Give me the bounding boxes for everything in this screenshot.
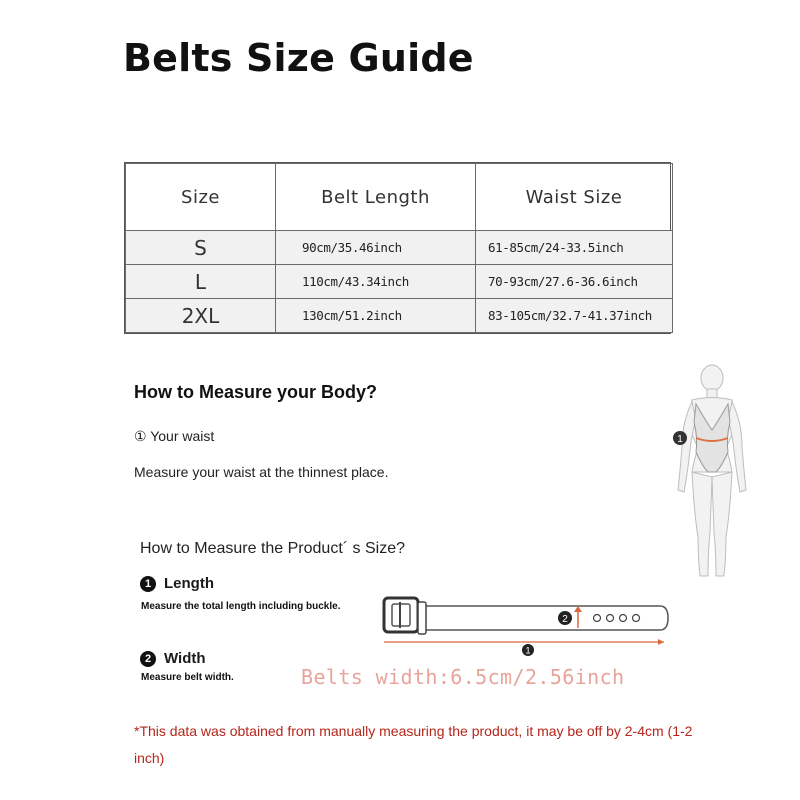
width-title xyxy=(140,650,206,667)
waist-cell: 83-105cm/32.7-41.37inch xyxy=(476,299,673,333)
width-marker: 2 xyxy=(140,651,156,667)
table-row xyxy=(126,299,673,333)
header-size: Size xyxy=(126,164,276,231)
length-cell: 130cm/51.2inch xyxy=(276,299,476,333)
length-title xyxy=(140,575,214,592)
length-cell: 110cm/43.34inch xyxy=(276,265,476,299)
length-description: Measure the total length including buckle. xyxy=(141,601,341,612)
header-waist-size: Waist Size xyxy=(476,164,673,231)
waist-cell: 61-85cm/24-33.5inch xyxy=(476,231,673,265)
body-figure-illustration xyxy=(660,362,770,584)
size-cell: L xyxy=(126,265,276,299)
waist-instruction: Measure your waist at the thinnest place. xyxy=(134,464,389,480)
length-label: Length xyxy=(164,575,214,592)
size-table xyxy=(124,162,671,334)
body-section-heading: How to Measure your Body? xyxy=(134,382,378,402)
page-title: Belts Size Guide xyxy=(123,36,474,80)
length-marker: 1 xyxy=(140,576,156,592)
table-row xyxy=(126,265,673,299)
table-row xyxy=(126,231,673,265)
table-header-row xyxy=(126,164,673,231)
waist-item-label: Your waist xyxy=(150,428,215,444)
waist-cell: 70-93cm/27.6-36.6inch xyxy=(476,265,673,299)
width-label: Width xyxy=(164,650,206,667)
length-cell: 90cm/35.46inch xyxy=(276,231,476,265)
belt-length-marker: 1 xyxy=(525,645,531,656)
belt-width-text: Belts width:6.5cm/2.56inch xyxy=(301,665,625,689)
waist-item xyxy=(134,428,214,445)
header-belt-length: Belt Length xyxy=(276,164,476,231)
belt-illustration xyxy=(378,594,674,656)
size-cell: S xyxy=(126,231,276,265)
footnote: *This data was obtained from manually measuring the product, it may be off by 2-4cm (1-2 inch) xyxy=(134,723,693,766)
size-cell: 2XL xyxy=(126,299,276,333)
body-figure-marker: 1 xyxy=(677,434,683,445)
waist-item-marker: ① xyxy=(134,428,147,444)
belt-width-marker: 2 xyxy=(562,614,568,625)
width-description: Measure belt width. xyxy=(141,672,234,683)
product-section-heading: How to Measure the Product´ s Size? xyxy=(140,540,406,557)
